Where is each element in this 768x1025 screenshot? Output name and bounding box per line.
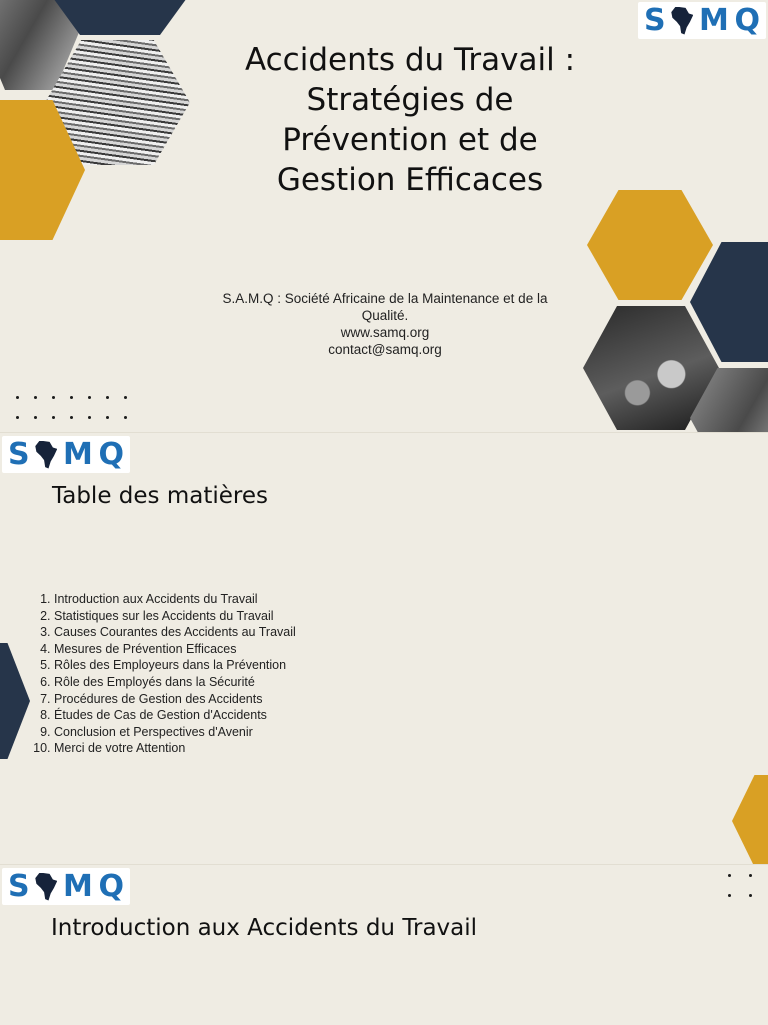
logo-letter-q: Q [734,2,760,38]
title-line-2: Stratégies de [306,82,514,118]
decorative-dots [16,396,127,419]
logo-letter-s: S [644,2,666,38]
logo-letter-s: S [8,436,30,472]
decorative-dots [728,874,752,897]
africa-icon [671,7,693,35]
africa-icon [35,441,57,469]
title-line-4: Gestion Efficaces [276,162,544,198]
toc-item[interactable]: 3. Causes Courantes des Accidents au Travail [54,624,296,641]
toc-item[interactable]: 8. Études de Cas de Gestion d'Accidents [54,707,296,724]
toc-item[interactable]: 2. Statistiques sur les Accidents du Travail [54,608,296,625]
toc-list [32,591,296,757]
africa-icon [35,873,57,901]
organization-info [160,290,610,358]
org-name-line-2: Qualité. [361,308,409,323]
logo-letter-m: M [62,868,93,904]
toc-item[interactable]: 10. Merci de votre Attention [54,740,296,757]
samq-logo [2,868,130,905]
hex-gold-right [732,775,768,865]
org-name-line-1: S.A.M.Q : Société Africaine de la Maintenance et de la [222,291,548,306]
logo-letter-q: Q [98,868,124,904]
toc-page [0,432,768,865]
toc-item[interactable]: 6. Rôle des Employés dans la Sécurité [54,674,296,691]
hex-navy-left [0,643,30,759]
logo-letter-m: M [62,436,93,472]
logo-letter-s: S [8,868,30,904]
toc-item[interactable]: 1. Introduction aux Accidents du Travail [54,591,296,608]
logo-letter-m: M [698,2,729,38]
intro-heading: Introduction aux Accidents du Travail [51,915,478,941]
toc-item[interactable]: 9. Conclusion et Perspectives d'Avenir [54,724,296,741]
samq-logo [638,2,766,39]
logo-letter-q: Q [98,436,124,472]
toc-item[interactable]: 5. Rôles des Employeurs dans la Prévention [54,657,296,674]
email-text: contact@samq.org [328,342,442,357]
title-line-1: Accidents du Travail : [244,42,576,78]
toc-item[interactable]: 7. Procédures de Gestion des Accidents [54,691,296,708]
toc-heading: Table des matières [52,483,268,509]
cover-title [200,40,620,200]
intro-page [0,864,768,1025]
toc-item[interactable]: 4. Mesures de Prévention Efficaces [54,641,296,658]
cover-page [0,0,768,432]
samq-logo [2,436,130,473]
website-text: www.samq.org [340,325,430,340]
hex-gold-right [587,190,713,300]
title-line-3: Prévention et de [282,122,538,158]
